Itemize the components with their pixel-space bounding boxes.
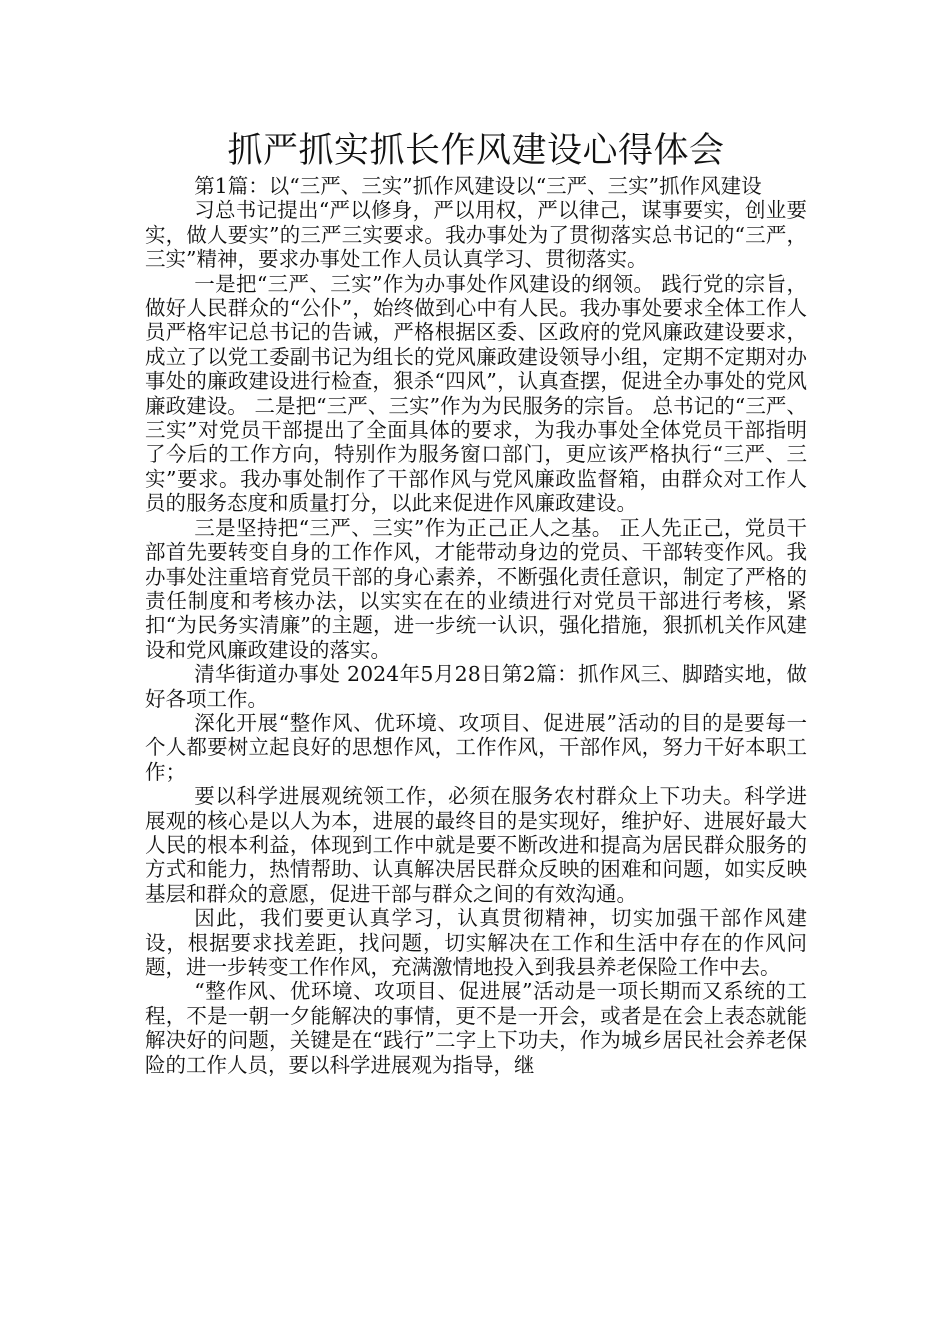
- document-body: [145, 128, 807, 1077]
- paragraph-5: 清华街道办事处 2024年5月28日第2篇：抓作风三、脚踏实地，做好各项工作。: [145, 662, 807, 711]
- paragraph-8: 因此，我们要更认真学习，认真贯彻精神，切实加强干部作风建设，根据要求找差距，找问题，切实解决在工作和生活中存在的作风问题，进一步转变工作作风，充满激情地投入到我县养老保险工作中去。: [145, 906, 807, 979]
- paragraph-9: “整作风、优环境、攻项目、促进展”活动是一项长期而又系统的工程，不是一朝一夕能解决的事情，更不是一开会，或者是在会上表态就能解决好的问题，关键是在“践行”二字上下功夫，作为城乡居民社会养老保险的工作人员，要以科学进展观为指导，继: [145, 979, 807, 1077]
- document-title: 抓严抓实抓长作风建设心得体会: [227, 131, 725, 171]
- paragraph-7: 要以科学进展观统领工作，必须在服务农村群众上下功夫。科学进展观的核心是以人为本，进展的最终目的是实现好，维护好、进展好最大人民的根本利益，体现到工作中就是要不断改进和提高为居民群众服务的方式和能力，热情帮助、认真解决居民群众反映的困难和问题，如实反映基层和群众的意愿，促进干部与群众之间的有效沟通。: [145, 784, 807, 906]
- paragraph-1: 第1篇：以“三严、三实”抓作风建设以“三严、三实”抓作风建设: [194, 174, 762, 198]
- paragraph-3: 一是把“三严、三实”作为办事处作风建设的纲领。 践行党的宗旨，做好人民群众的“公仆”，始终做到心中有人民。我办事处要求全体工作人员严格牢记总书记的告诫，严格根据区委、区政府的党风廉政建设要求，成立了以党工委副书记为组长的党风廉政建设领导小组，定期不定期对办事处的廉政建设进行检查，狠杀“四风”，认真查摆，促进全办事处的党风廉政建设。 二是把“三严、三实”作为为民服务的宗旨。 总书记的“三严、三实”对党员干部提出了全面具体的要求，为我办事处全体党员干部指明了今后的工作方向，特别作为服务窗口部门，更应该严格执行“三严、三实”要求。我办事处制作了干部作风与党风廉政监督箱，由群众对工作人员的服务态度和质量打分，以此来促进作风廉政建设。: [145, 271, 807, 516]
- paragraph-6: 深化开展“整作风、优环境、攻项目、促进展”活动的目的是要每一个人都要树立起良好的思想作风，工作作风，干部作风，努力干好本职工作；: [145, 710, 807, 784]
- paragraph-4: 三是坚持把“三严、三实”作为正己正人之基。 正人先正己，党员干部首先要转变自身的工作作风，才能带动身边的党员、干部转变作风。我办事处注重培育党员干部的身心素养，不断强化责任意识，制定了严格的责任制度和考核办法，以实实在在的业绩进行对党员干部进行考核，紧扣“为民务实清廉”的主题，进一步统一认识，强化措施，狠抓机关作风建设和党风廉政建设的落实。: [145, 515, 807, 662]
- paragraph-2: 习总书记提出“严以修身，严以用权，严以律己，谋事要实，创业要实，做人要实”的三严三实要求。我办事处为了贯彻落实总书记的“三严，三实”精神，要求办事处工作人员认真学习、贯彻落实。: [145, 198, 807, 272]
